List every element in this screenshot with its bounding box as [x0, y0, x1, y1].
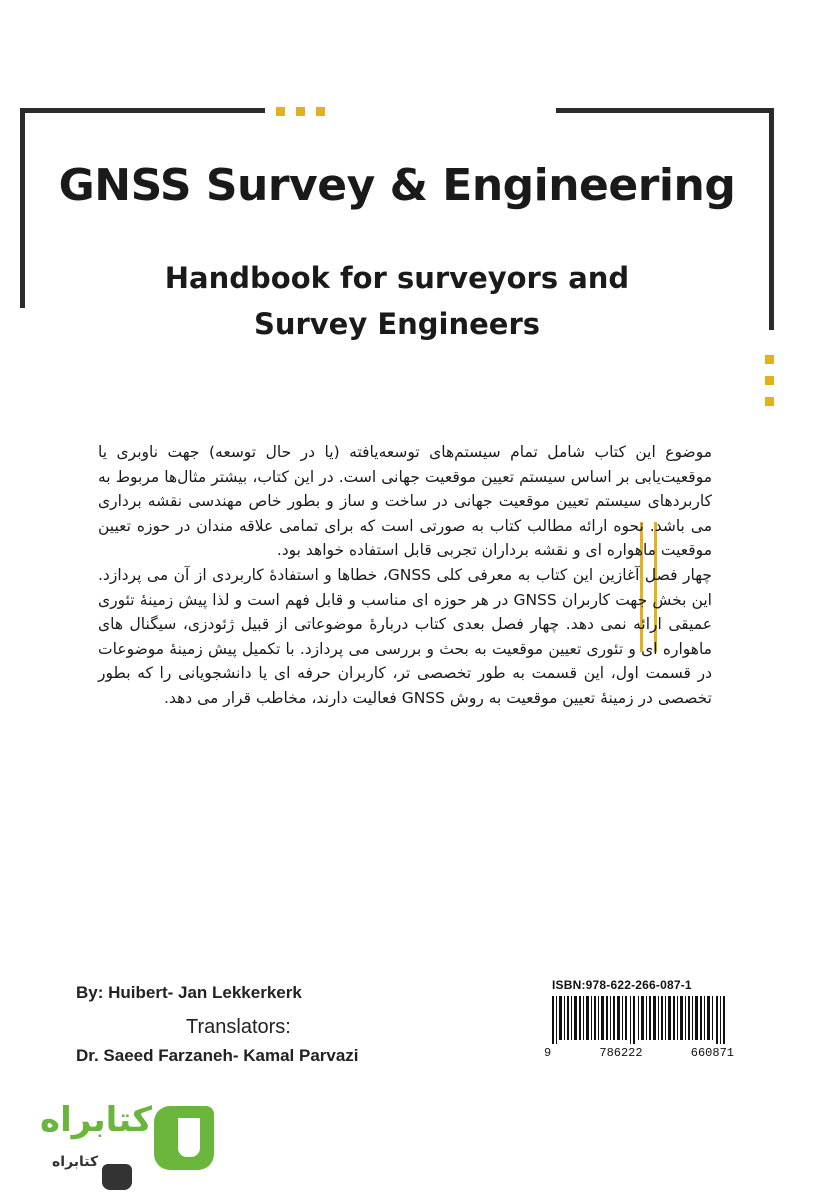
description-text: [98, 440, 712, 711]
publisher-logo-text: کتابراه: [40, 1100, 153, 1140]
dot: [765, 397, 774, 406]
book-title: GNSS Survey & Engineering: [58, 160, 736, 211]
translators-label: Translators:: [186, 1016, 291, 1038]
frame-right: [769, 108, 774, 330]
book-subtitle: [25, 255, 769, 347]
dot: [276, 107, 285, 116]
dot: [765, 376, 774, 385]
barcode-digit-group-2: 660871: [690, 1046, 734, 1060]
author-byline: By: Huibert- Jan Lekkerkerk: [76, 983, 302, 1002]
dot: [316, 107, 325, 116]
barcode-digit-prefix: 9: [544, 1046, 552, 1060]
frame-top-left: [20, 108, 265, 113]
barcode-digit-group-1: 786222: [599, 1046, 643, 1060]
description-paragraph-1: موضوع این کتاب شامل تمام سیستم‌های توسعه‌یافته (یا در حال توسعه) جهت ناوبری یا موقعیت‌یابی بر اساس سیستم تعیین موقعیت جهانی است. در این کتاب، بیشتر مثال‌ها مربوط به کاربردهای سیستم تعیین موقعیت جهانی در ساخت و ساز و بطور خاص مهندسی نقشه برداری می باشد. نحوه ارائه مطالب کتاب به صورتی است که برای تمامی علاقه مندان در حوزه تعیین موقعیت ماهواره ای و نقشه برداران تجربی قابل استفاده خواهد بود.: [98, 443, 712, 560]
subtitle-line-1: Handbook for surveyors and: [164, 261, 630, 295]
frame-top-right: [556, 108, 774, 113]
subtitle-line-2: Survey Engineers: [253, 307, 541, 341]
decorative-dots-horizontal: [276, 107, 325, 116]
dot: [296, 107, 305, 116]
dot: [765, 355, 774, 364]
description-paragraph-2: چهار فصل آغازین این کتاب به معرفی کلی GNSS، خطاها و استفادهٔ کاربردی از آن می پردازد. این بخش جهت کاربران GNSS در هر حوزه ای مناسب و قابل فهم است و لذا پیش زمینهٔ تئوری عمیقی ارائه نمی دهد. چهار فصل بعدی کتاب دربارهٔ موضوعاتی از قبیل ژئودزی، سیگنال های ماهواره ای و تئوری تعیین موقعیت به بحث و بررسی می پردازد. با تکمیل پیش زمینهٔ موضوعات در قسمت اول، این قسمت به طور تخصصی تر، کاربران حرفه ای یا دانشجویانی را که بطور تخصصی در زمینهٔ تعیین موقعیت به روش GNSS فعالیت دارند، مخاطب قرار می دهد.: [98, 565, 712, 707]
publisher-logo-text-small: کتابراه: [52, 1154, 99, 1170]
barcode-digits: [544, 1046, 734, 1060]
barcode: [552, 996, 726, 1044]
decorative-dots-vertical: [765, 355, 774, 406]
isbn-label: ISBN:978-622-266-087-1: [552, 978, 692, 992]
translators-names: Dr. Saeed Farzaneh- Kamal Parvazi: [76, 1046, 359, 1065]
